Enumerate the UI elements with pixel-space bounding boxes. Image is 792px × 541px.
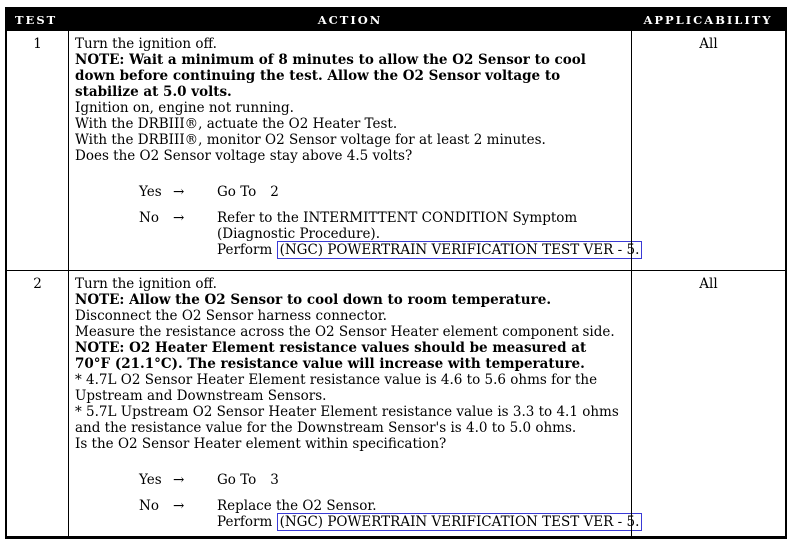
test-number: 2 [7, 271, 69, 536]
header-cell-action: ACTION [317, 12, 383, 27]
goto-text: Go To [217, 472, 257, 488]
applicability-cell: All [631, 31, 785, 270]
goto-target: 2 [270, 184, 279, 200]
perform-line [217, 514, 640, 530]
header-cell-applicability: APPLICABILITY [643, 12, 773, 27]
header-cell-test: TEST [15, 12, 58, 27]
verification-test-link[interactable]: (NGC) POWERTRAIN VERIFICATION TEST VER - 5. [277, 513, 643, 531]
no-label: No [139, 210, 159, 226]
yes-action [217, 472, 623, 488]
table-row-test-2 [7, 270, 785, 536]
perform-prefix: Perform [217, 514, 277, 530]
action-cell [69, 271, 640, 536]
arrow-icon: → [173, 210, 185, 226]
yes-choice [139, 472, 623, 488]
action-line: Turn the ignition off. [75, 276, 217, 292]
action-line: Measure the resistance across the O2 Sensor Heater element component side. [75, 324, 615, 340]
goto-target: 3 [270, 472, 279, 488]
no-action-text: Refer to the INTERMITTENT CONDITION Symptom (Diagnostic Procedure). [217, 210, 578, 242]
action-line: Disconnect the O2 Sensor harness connector. [75, 308, 387, 324]
yes-label: Yes [139, 184, 162, 200]
applicability-cell: All [631, 271, 785, 536]
no-choice [139, 498, 640, 530]
verification-test-link[interactable]: (NGC) POWERTRAIN VERIFICATION TEST VER - 5. [277, 241, 643, 259]
action-note-line: NOTE: Wait a minimum of 8 minutes to allow the O2 Sensor to cool down before continuing the test. Allow the O2 Sensor voltage to stabilize at 5.0 volts. [75, 52, 586, 100]
table-row-test-1 [7, 30, 785, 270]
diagnostic-test-table [5, 7, 787, 539]
arrow-icon: → [173, 472, 185, 488]
yes-choice [139, 184, 623, 200]
yes-action [217, 184, 623, 200]
action-cell [69, 31, 640, 270]
no-label: No [139, 498, 159, 514]
no-action [217, 498, 640, 530]
action-line: With the DRBIII®, actuate the O2 Heater Test. [75, 116, 398, 132]
action-line: Does the O2 Sensor voltage stay above 4.5 volts? [75, 148, 413, 164]
no-action [217, 210, 640, 258]
arrow-icon: → [173, 184, 185, 200]
yes-label: Yes [139, 472, 162, 488]
action-line: Turn the ignition off. [75, 36, 217, 52]
perform-prefix: Perform [217, 242, 277, 258]
action-line: Is the O2 Sensor Heater element within specification? [75, 436, 447, 452]
no-action-text: Replace the O2 Sensor. [217, 498, 377, 514]
action-note-line: NOTE: Allow the O2 Sensor to cool down to room temperature. [75, 292, 552, 308]
arrow-icon: → [173, 498, 185, 514]
action-line: * 4.7L O2 Sensor Heater Element resistance value is 4.6 to 5.6 ohms for the Upstream and Downstream Sensors. [75, 372, 598, 404]
action-line: With the DRBIII®, monitor O2 Sensor voltage for at least 2 minutes. [75, 132, 546, 148]
goto-text: Go To [217, 184, 257, 200]
action-line: Ignition on, engine not running. [75, 100, 294, 116]
no-choice [139, 210, 640, 258]
test-number: 1 [7, 31, 69, 270]
perform-line [217, 242, 640, 258]
action-note-line: NOTE: O2 Heater Element resistance values should be measured at 70°F (21.1°C). The resistance value will increase with temperature. [75, 340, 587, 372]
action-line: * 5.7L Upstream O2 Sensor Heater Element resistance value is 3.3 to 4.1 ohms and the resistance value for the Downstream Sensor's is 4.0 to 5.0 ohms. [75, 404, 619, 436]
table-header-row [7, 9, 785, 30]
